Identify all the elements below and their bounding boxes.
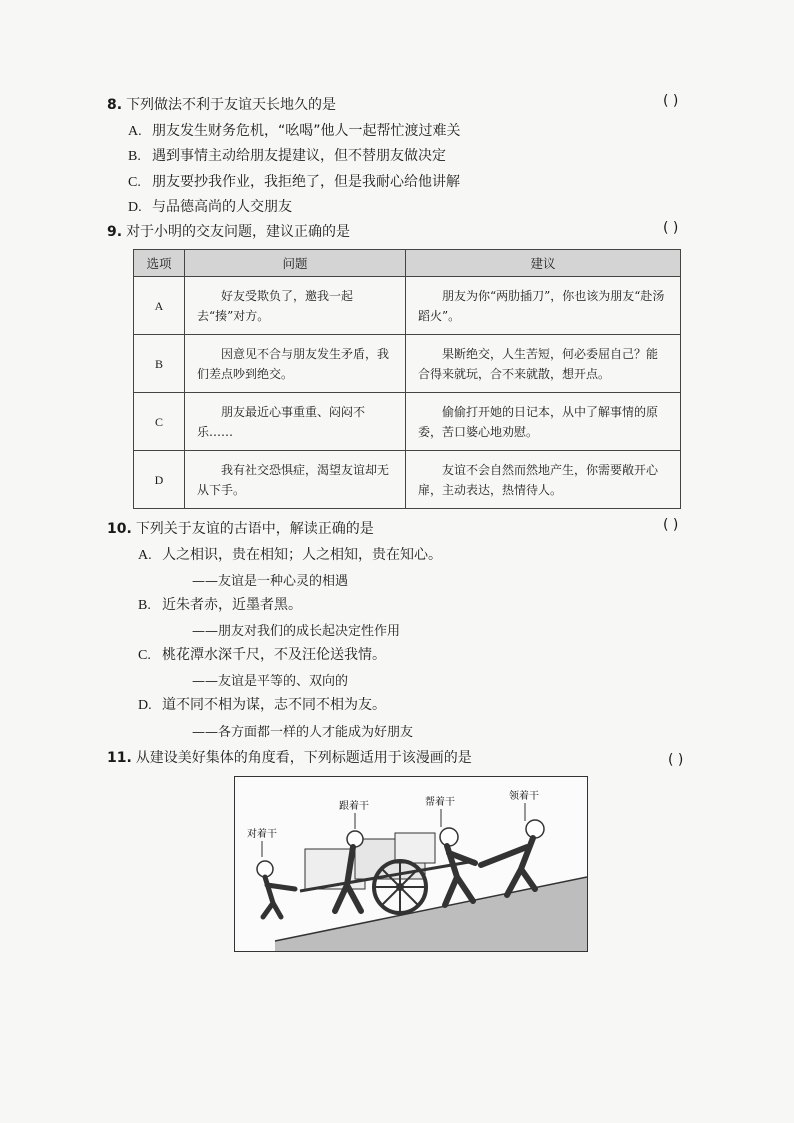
option-d[interactable] <box>128 197 292 218</box>
wheel-hub <box>396 883 404 891</box>
question-number: 8. <box>107 97 123 113</box>
row-problem: 朋友最近心事重重、闷闷不乐…… <box>185 393 406 451</box>
table-header-row <box>134 250 681 277</box>
option-a[interactable] <box>128 121 461 142</box>
option-label: A. <box>128 124 142 139</box>
option-text: 近朱者赤，近墨者黑。 <box>162 597 302 613</box>
cargo-box <box>395 833 435 863</box>
row-option: C <box>134 393 185 451</box>
column-header-option: 选项 <box>134 250 185 277</box>
question-text: 对于小明的交友问题，建议正确的是 <box>126 224 351 240</box>
row-problem: 我有社交恐惧症，渴望友谊却无从下手。 <box>185 451 406 509</box>
option-label: C. <box>128 175 141 190</box>
question-11-stem <box>107 748 472 768</box>
options-table <box>133 249 681 509</box>
row-option: A <box>134 277 185 335</box>
question-text: 从建设美好集体的角度看，下列标题适用于该漫画的是 <box>135 750 472 766</box>
table-row[interactable] <box>134 335 681 393</box>
table-row[interactable] <box>134 393 681 451</box>
row-advice: 友谊不会自然而然地产生，你需要敞开心扉，主动表达，热情待人。 <box>406 451 681 509</box>
row-advice: 偷偷打开她的日记本，从中了解事情的原委，苦口婆心地劝慰。 <box>406 393 681 451</box>
cartoon-illustration <box>234 776 588 952</box>
row-problem: 好友受欺负了，邀我一起去“揍”对方。 <box>185 277 406 335</box>
option-b[interactable] <box>138 595 302 616</box>
option-c[interactable] <box>128 172 460 193</box>
cartoon-label: 对着干 <box>247 829 277 840</box>
option-text: 人之相识，贵在相知；人之相知，贵在知心。 <box>162 547 442 563</box>
person-against <box>257 861 295 917</box>
row-advice: 朋友为你“两肋插刀”，你也该为朋友“赴汤蹈火”。 <box>406 277 681 335</box>
person-lead <box>481 820 544 895</box>
row-advice: 果断绝交，人生苦短，何必委屈自己？能合得来就玩，合不来就散，想开点。 <box>406 335 681 393</box>
cartoon-label: 领着干 <box>509 791 539 802</box>
option-d[interactable] <box>138 695 386 716</box>
cartoon-drawing <box>235 777 587 951</box>
option-text: 遇到事情主动给朋友提建议，但不替朋友做决定 <box>152 148 446 164</box>
option-label: B. <box>128 149 141 164</box>
question-text: 下列关于友谊的古语中，解读正确的是 <box>135 521 374 537</box>
question-number: 10. <box>107 521 132 537</box>
option-label: C. <box>138 648 151 663</box>
option-b[interactable] <box>128 146 446 167</box>
option-label: D. <box>128 200 142 215</box>
table-row[interactable] <box>134 451 681 509</box>
option-label: A. <box>138 548 152 563</box>
option-text: 朋友要抄我作业，我拒绝了，但是我耐心给他讲解 <box>152 174 460 190</box>
question-10-stem <box>107 519 374 539</box>
question-text: 下列做法不利于友谊天长地久的是 <box>126 97 337 113</box>
question-number: 9. <box>107 224 123 240</box>
option-gloss: ——友谊是平等的、双向的 <box>192 674 349 689</box>
option-text: 道不同不相为谋，志不同不相为友。 <box>162 697 386 713</box>
answer-paren[interactable]: ( ) <box>663 517 679 533</box>
question-9-stem <box>107 222 350 242</box>
option-c[interactable] <box>138 645 386 666</box>
answer-paren[interactable]: ( ) <box>668 752 684 768</box>
option-a[interactable] <box>138 545 442 566</box>
option-label: D. <box>138 698 152 713</box>
row-option: B <box>134 335 185 393</box>
option-text: 朋友发生财务危机，“吆喝”他人一起帮忙渡过难关 <box>152 123 461 139</box>
option-gloss: ——各方面都一样的人才能成为好朋友 <box>192 725 414 740</box>
column-header-advice: 建议 <box>406 250 681 277</box>
question-8-stem <box>107 95 336 115</box>
column-header-problem: 问题 <box>185 250 406 277</box>
option-text: 与品德高尚的人交朋友 <box>152 199 292 215</box>
answer-paren[interactable]: ( ) <box>663 220 679 236</box>
row-problem: 因意见不合与朋友发生矛盾，我们差点吵到绝交。 <box>185 335 406 393</box>
row-option: D <box>134 451 185 509</box>
question-number: 11. <box>107 750 132 766</box>
option-text: 桃花潭水深千尺，不及汪伦送我情。 <box>162 647 386 663</box>
option-label: B. <box>138 598 151 613</box>
option-gloss: ——友谊是一种心灵的相遇 <box>192 574 349 589</box>
answer-paren[interactable]: ( ) <box>663 93 679 109</box>
cartoon-label: 帮着干 <box>425 797 455 808</box>
option-gloss: ——朋友对我们的成长起决定性作用 <box>192 624 401 639</box>
cartoon-label: 跟着干 <box>339 801 369 812</box>
table-row[interactable] <box>134 277 681 335</box>
